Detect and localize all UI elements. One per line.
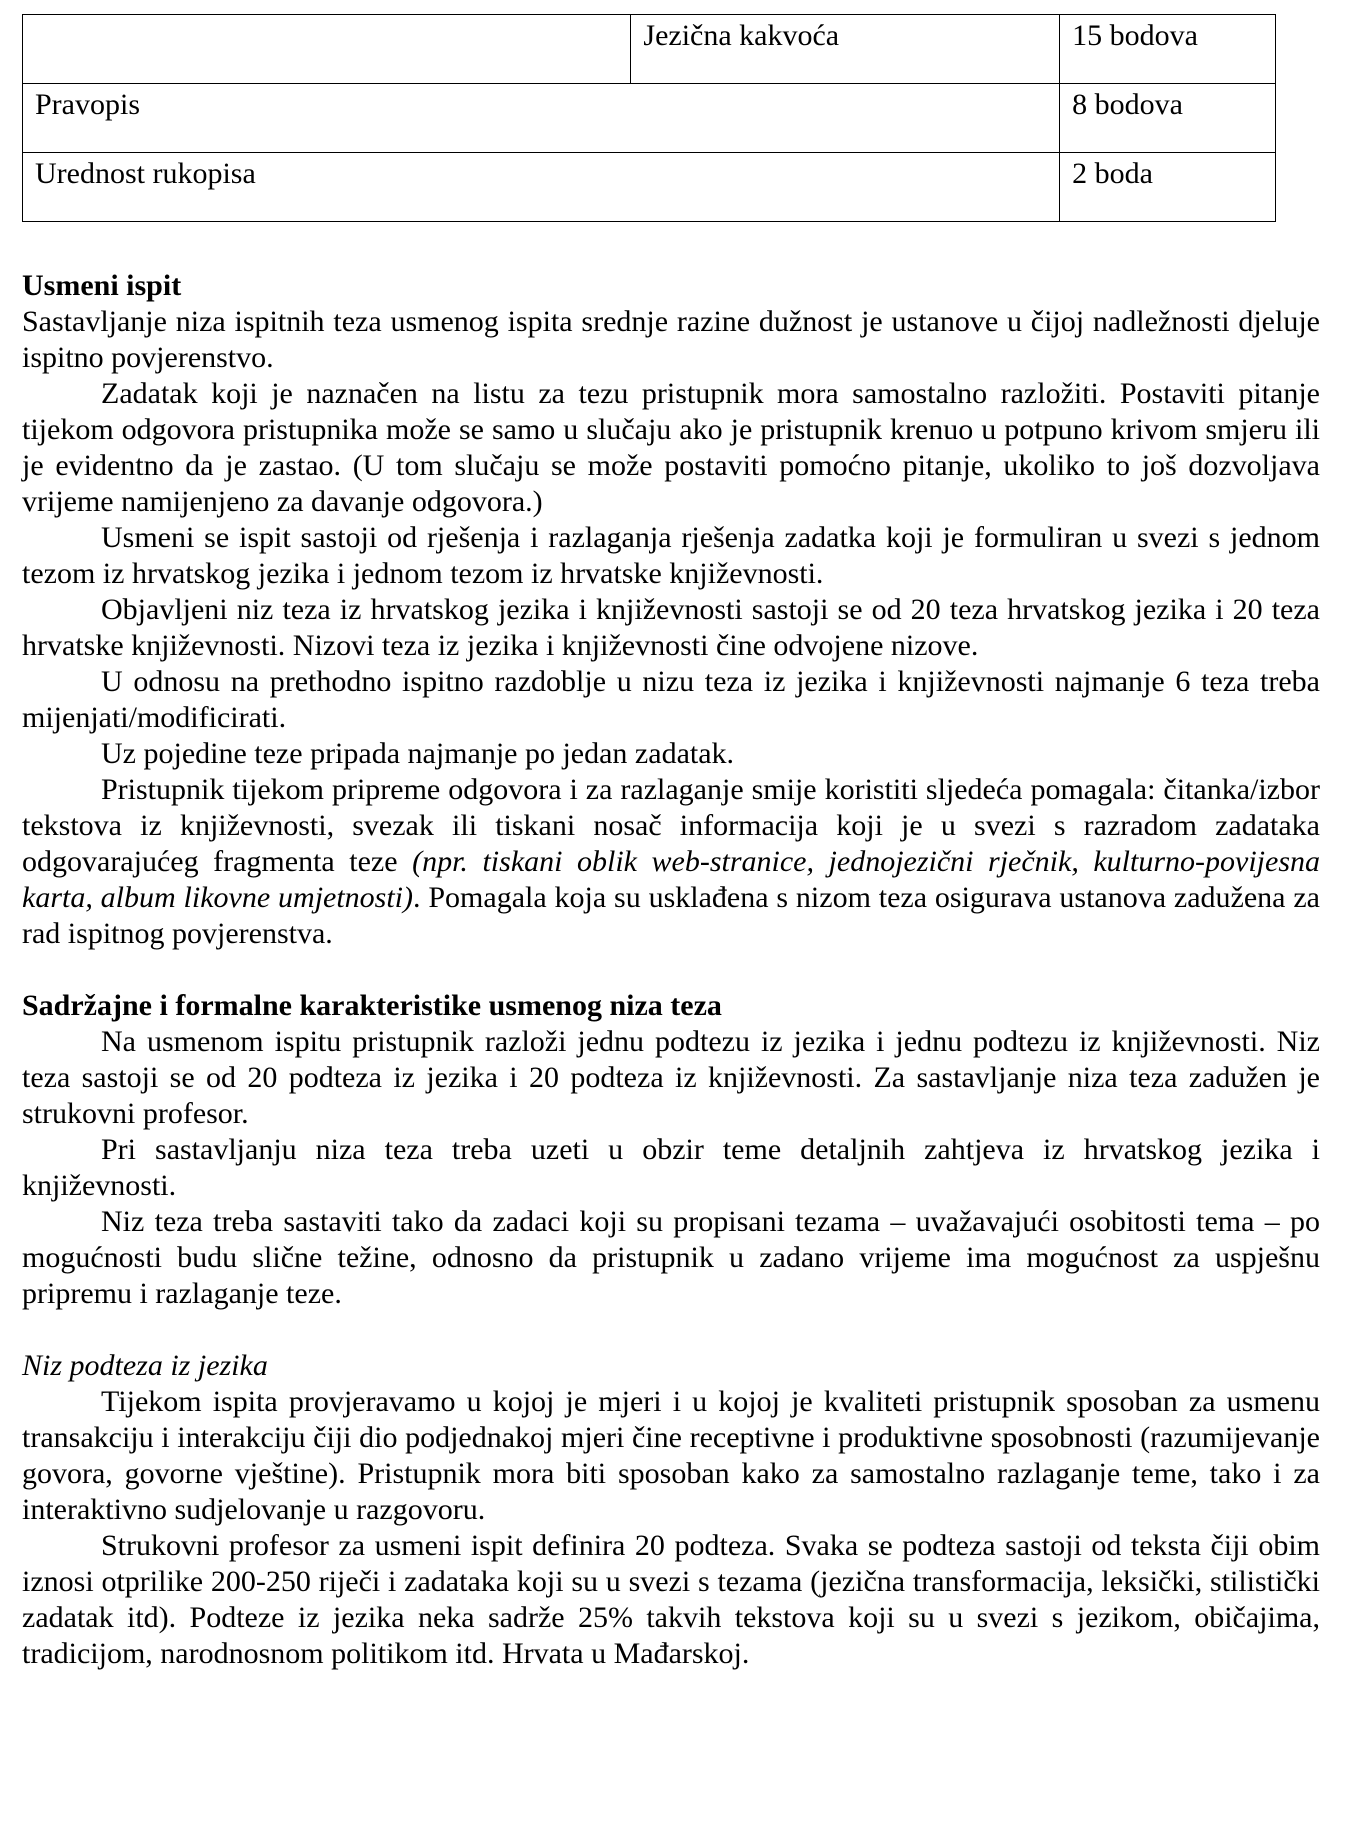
paragraph: Na usmenom ispitu pristupnik razloži jednu podtezu iz jezika i jednu podtezu iz književnosti. Niz teza sastoji se od 20 podteza iz jezika i 20 podteza iz književnosti. Za sastavljanje niza teza zadužen je strukovni profesor. [22, 1025, 1320, 1130]
paragraph: Uz pojedine teze pripada najmanje po jedan zadatak. [101, 737, 735, 770]
scoring-table [22, 14, 1276, 222]
spacer [22, 1312, 1320, 1348]
paragraph-text: . Pomagala koja su usklađena s nizom teza osigurava ustanova zadužena za rad ispitnog povjerenstva. [22, 881, 1320, 950]
table-cell-category: Urednost rukopisa [23, 153, 1060, 222]
table-row [23, 153, 1276, 222]
paragraph: Strukovni profesor za usmeni ispit definira 20 podteza. Svaka se podteza sastoji od teksta čiji obim iznosi otprilike 200-250 riječi i zadataka koji su u svezi s tezama (jezična transformacija, leksički, stilistički zadatak itd). Podteze iz jezika neka sadrže 25% takvih tekstova koji su u svezi s jezikom, običajima, tradicijom, narodnosnom politikom itd. Hrvata u Mađarskoj. [22, 1529, 1320, 1670]
table-cell-points: 8 bodova [1060, 84, 1276, 153]
paragraph-aids [22, 772, 1320, 952]
spacer [22, 952, 1320, 988]
section-heading-karakteristike: Sadržajne i formalne karakteristike usmenog niza teza [22, 989, 722, 1022]
paragraph: Sastavljanje niza ispitnih teza usmenog ispita srednje razine dužnost je ustanove u čijoj nadležnosti djeluje ispitno povjerenstvo. [22, 305, 1320, 374]
paragraph: Usmeni se ispit sastoji od rješenja i razlaganja rješenja zadatka koji je formuliran u svezi s jednom tezom iz hrvatskog jezika i jednom tezom iz hrvatske književnosti. [22, 521, 1320, 590]
paragraph-text: Pristupnik tijekom pripreme odgovora i za razlaganje smije koristiti sljedeća pomagala: čitanka/izbor tekstova iz književnosti, svezak ili tiskani nosač informacija koji je u svezi s razradom zadataka odgovarajućeg fragmenta teze [22, 773, 1320, 878]
table-cell-category: Jezična kakvoća [631, 15, 1060, 84]
paragraph: Objavljeni niz teza iz hrvatskog jezika i književnosti sastoji se od 20 teza hrvatskog jezika i 20 teza hrvatske književnosti. Nizovi teza iz jezika i književnosti čine odvojene nizove. [22, 593, 1320, 662]
paragraph: Zadatak koji je naznačen na listu za tezu pristupnik mora samostalno razložiti. Postaviti pitanje tijekom odgovora pristupnika može se samo u slučaju ako je pristupnik krenuo u potpuno krivom smjeru ili je evidentno da je zastao. (U tom slučaju se može postaviti pomoćno pitanje, ukoliko to još dozvoljava vrijeme namijenjeno za davanje odgovora.) [22, 377, 1320, 518]
table-row [23, 15, 1276, 84]
paragraph-italic-examples: (npr. tiskani oblik web-stranice, jednojezični rječnik, kulturno-povijesna karta, album likovne umjetnosti) [22, 845, 1320, 914]
paragraph: Niz teza treba sastaviti tako da zadaci koji su propisani tezama – uvažavajući osobitosti tema – po mogućnosti budu slične težine, odnosno da pristupnik u zadano vrijeme ima mogućnost za uspješnu pripremu i razlaganje teze. [22, 1205, 1320, 1310]
document-body [22, 268, 1320, 1672]
table-row [23, 84, 1276, 153]
paragraph: Tijekom ispita provjeravamo u kojoj je mjeri i u kojoj je kvaliteti pristupnik sposoban za usmenu transakciju i interakciju čiji dio podjednakoj mjeri čine receptivne i produktivne sposobnosti (razumijevanje govora, govorne vještine). Pristupnik mora biti sposoban kako za samostalno razlaganje teme, tako i za interaktivno sudjelovanje u razgovoru. [22, 1385, 1320, 1526]
table-cell-points: 15 bodova [1060, 15, 1276, 84]
paragraph: U odnosu na prethodno ispitno razdoblje u nizu teza iz jezika i književnosti najmanje 6 teza treba mijenjati/modificirati. [22, 665, 1320, 734]
table-cell-points: 2 boda [1060, 153, 1276, 222]
paragraph: Pri sastavljanju niza teza treba uzeti u obzir teme detaljnih zahtjeva iz hrvatskog jezika i književnosti. [22, 1133, 1320, 1202]
table-cell-category: Pravopis [23, 84, 1060, 153]
table-cell-empty [23, 15, 631, 84]
section-heading-usmeni-ispit: Usmeni ispit [22, 269, 182, 302]
section-heading-niz-podteza: Niz podteza iz jezika [22, 1349, 268, 1382]
